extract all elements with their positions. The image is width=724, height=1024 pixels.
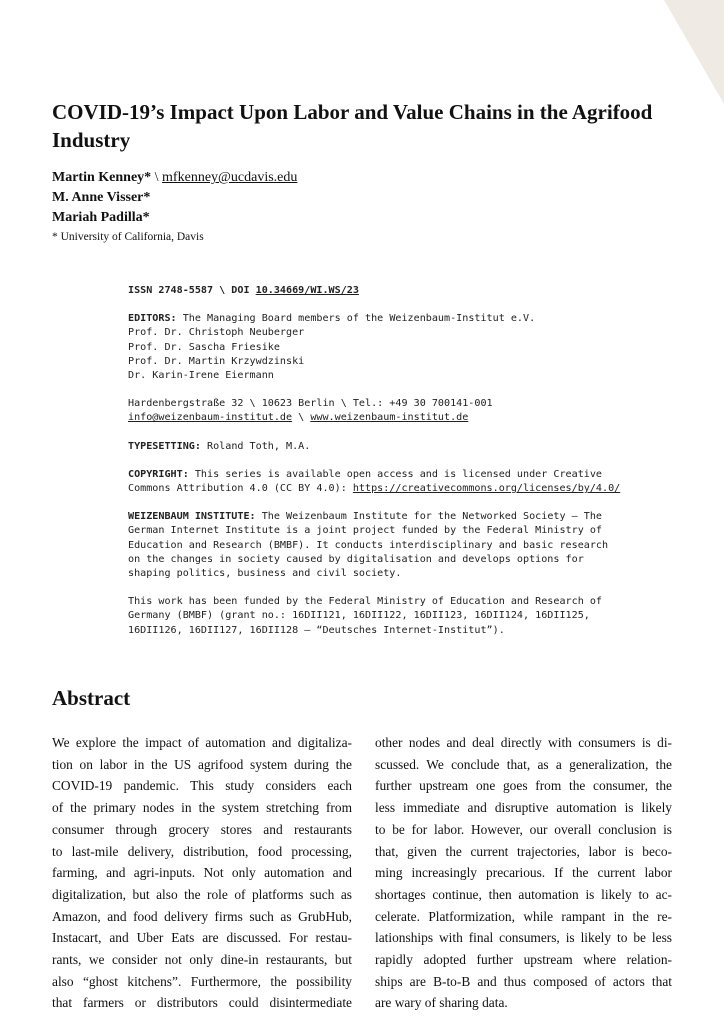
abstract-line: rapidly adopted further upstream where relation- — [375, 952, 672, 968]
abstract-line: that farmers or distributors could disintermediate — [52, 995, 352, 1011]
abstract-line: Amazon, and food delivery firms such as GrubHub, — [52, 908, 352, 924]
funding-text: 16DII126, 16DII127, 16DII128 – “Deutsches Internet-Institut”). — [128, 624, 505, 636]
abstract-line: lationships with final consumers, is likely to be less — [375, 930, 672, 946]
typesetting-label: TYPESETTING: — [128, 440, 201, 452]
abstract-line: to last-mile delivery, distribution, food processing, — [52, 843, 352, 859]
author-2 — [52, 188, 297, 208]
abstract-line: ming increasingly precarious. If the current labor — [375, 865, 672, 881]
license-link[interactable]: https://creativecommons.org/licenses/by/4.0/ — [352, 483, 621, 495]
abstract-line: less immediate and disruptive automation is likely — [375, 800, 672, 816]
abstract-line: shortages continue, then automation is likely to ac- — [375, 886, 672, 902]
abstract-heading: Abstract — [52, 686, 131, 710]
doi-link[interactable]: 10.34669/WI.WS/23 — [255, 285, 359, 296]
issn-doi-block — [128, 284, 688, 298]
author-name: Martin Kenney* — [52, 170, 152, 185]
abstract-line: celerate. Platformization, while rampant in the re- — [375, 908, 672, 924]
abstract-line: that, given the current trajectories, labor is beco- — [375, 843, 672, 859]
abstract-line: digitalization, but also the role of platforms such as — [52, 886, 352, 902]
abstract-line: We explore the impact of automation and digitaliza- — [52, 735, 352, 750]
abstract-column-right — [375, 732, 672, 1014]
abstract-line: of the primary nodes in the system stretching from — [52, 800, 352, 816]
editors-intro: The Managing Board members of the Weizenbaum-Institut e.V. — [176, 313, 536, 325]
copyright-block — [128, 468, 688, 496]
abstract-column-left — [52, 732, 352, 1014]
contact-email-link[interactable]: info@weizenbaum-institut.de — [128, 412, 293, 424]
copyright-text: Commons Attribution 4.0 (CC BY 4.0): — [128, 483, 353, 495]
abstract-line: scussed. We conclude that, as a generalization, the — [375, 756, 672, 772]
author-1 — [52, 168, 297, 188]
author-list — [52, 168, 297, 228]
author-3 — [52, 208, 297, 228]
abstract-line: consumer through grocery stores and restaurants — [52, 821, 352, 837]
institute-block — [128, 510, 688, 581]
funding-text: Germany (BMBF) (grant no.: 16DII121, 16DII122, 16DII123, 16DII124, 16DII125, — [128, 610, 590, 622]
title-line-2: Industry — [52, 128, 131, 152]
abstract-line: are wary of sharing data. — [375, 995, 508, 1011]
institute-text: shaping politics, business and civil society. — [128, 568, 402, 580]
contact-block — [128, 397, 688, 425]
abstract-line: further upstream one goes from the consumer, the — [375, 778, 672, 794]
institute-text: German Internet Institute is a joint project funded by the Federal Ministry of — [128, 525, 603, 537]
institute-label: WEIZENBAUM INSTITUTE: — [128, 511, 256, 523]
editors-label: EDITORS: — [128, 313, 177, 325]
author-name: Mariah Padilla* — [52, 210, 150, 225]
author-name: M. Anne Visser* — [52, 190, 151, 205]
affiliation: * University of California, Davis — [52, 231, 204, 243]
institute-text: The Weizenbaum Institute for the Networked Society – The — [255, 511, 603, 523]
abstract-line: rants, we consider not only dine-in restaurants, but — [52, 952, 352, 968]
abstract-line: farming, and agri-inputs. Not only automation and — [52, 865, 352, 881]
address: Hardenbergstraße 32 \ 10623 Berlin \ Tel.: +49 30 700141-001 — [128, 398, 493, 410]
institute-text: on the changes in society caused by digitalisation and develops options for — [128, 553, 584, 565]
corner-decoration — [664, 0, 724, 104]
copyright-text: This series is available open access and is licensed under Creative — [188, 468, 603, 480]
website-link[interactable]: www.weizenbaum-institut.de — [310, 412, 469, 424]
typesetting-value: Roland Toth, M.A. — [200, 440, 311, 452]
editor-name: Prof. Dr. Christoph Neuberger — [128, 327, 305, 339]
abstract-line: to be for labor. However, our overall conclusion is — [375, 821, 672, 837]
issn-doi-label: ISSN 2748-5587 \ DOI — [128, 285, 256, 296]
paper-title — [52, 98, 692, 154]
publication-metadata — [128, 284, 688, 652]
abstract-line: other nodes and deal directly with consumers is di- — [375, 735, 672, 750]
abstract-line: Instacart, and Uber Eats are discussed. For restau- — [52, 930, 352, 946]
editor-name: Prof. Dr. Martin Krzywdzinski — [128, 355, 305, 367]
editor-name: Prof. Dr. Sascha Friesike — [128, 341, 280, 353]
typesetting-block — [128, 440, 688, 454]
institute-text: Education and Research (BMBF). It conducts interdisciplinary and basic research — [128, 539, 609, 551]
abstract-line: also “ghost kitchens”. Furthermore, the possibility — [52, 973, 352, 989]
editor-name: Dr. Karin-Irene Eiermann — [128, 370, 274, 382]
editors-block — [128, 312, 688, 383]
funding-text: This work has been funded by the Federal Ministry of Education and Research of — [128, 596, 603, 608]
abstract-line: tion on labor in the US agrifood system during the — [52, 756, 352, 772]
funding-block — [128, 595, 688, 638]
title-line-1: COVID-19’s Impact Upon Labor and Value Chains in the Agrifood — [52, 100, 653, 124]
abstract-line: COVID-19 pandemic. This study considers each — [52, 778, 352, 794]
contact-separator: \ — [292, 412, 311, 424]
abstract-line: ships are B-to-B and thus composed of actors that — [375, 973, 672, 989]
author-email-link[interactable]: mfkenney@ucdavis.edu — [162, 170, 298, 185]
copyright-label: COPYRIGHT: — [128, 468, 189, 480]
author-separator: \ — [151, 170, 163, 185]
